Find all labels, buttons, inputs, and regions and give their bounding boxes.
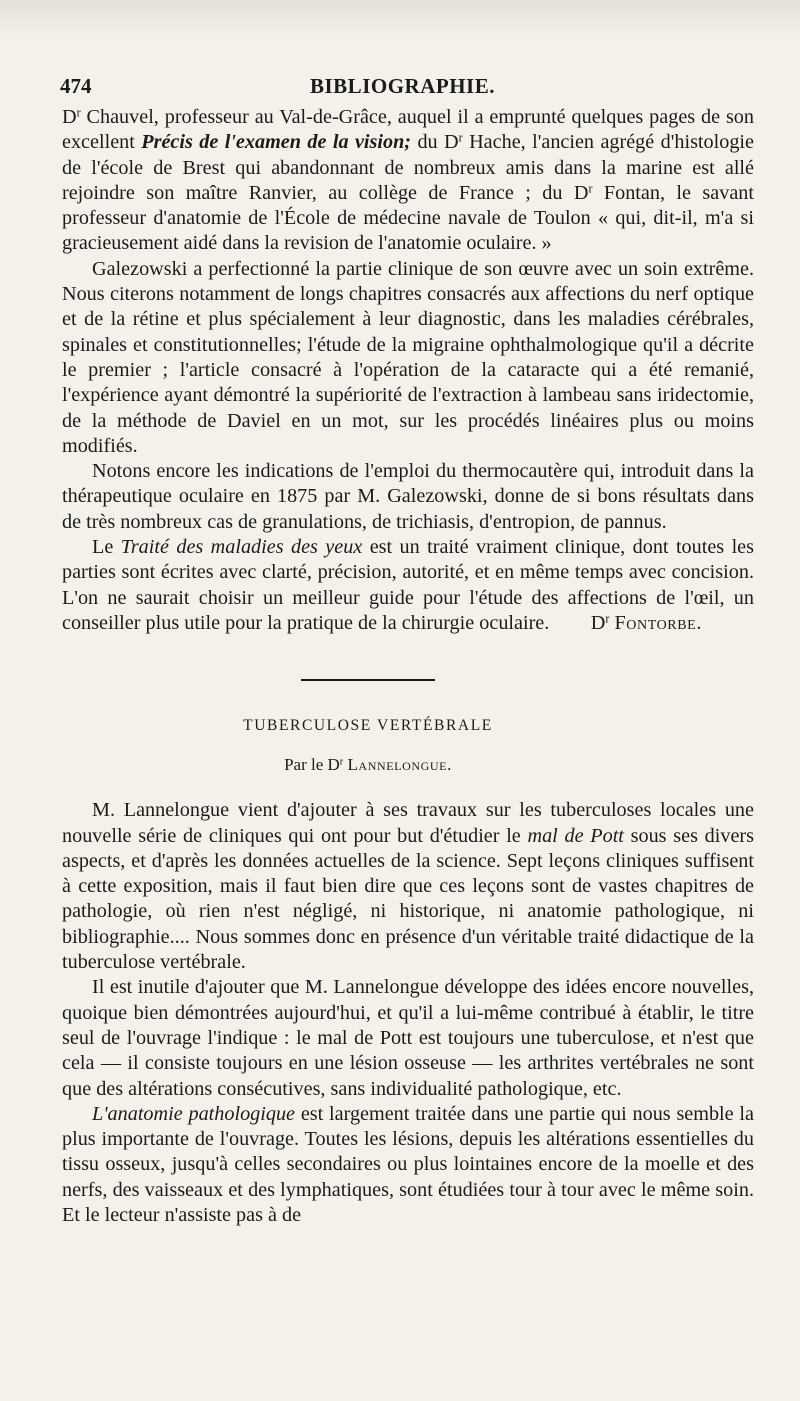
paragraph: M. Lannelongue vient d'ajouter à ses travaux sur les tuberculoses locales une nouvelle série de cliniques qui ont pour but d'étudier le mal de Pott sous ses divers aspects, et d'après les données actuelles de la science. Sept leçons cliniques suffisent à cette exposition, mais il faut bien dire que ces leçons sont de vastes chapitres de pathologie, où rien n'est négligé, ni historique, ni anatomie pathologique, ni bibliographie.... Nous sommes donc en présence d'un véritable traité didactique de la tuberculose vertébrale. [62,799,754,974]
book-title: Précis de l'examen de la vision; [141,131,412,154]
page-number: 474 [60,74,92,98]
italic-term: L'anatomie pathologique [92,1102,296,1125]
paragraph: Notons encore les indications de l'emploi du thermocautère qui, introduit dans la thérapeutique oculaire en 1875 par M. Galezowski, donne de si bons résultats dans de très nombreux cas de granulations, de trichiasis, d'entropion, de pannus. [62,460,754,533]
section-title: TUBERCULOSE VERTÉBRALE [243,717,493,735]
signature: $D^r$ Fontorbe. [590,611,702,634]
paragraph: Il est inutile d'ajouter que M. Lannelongue développe des idées encore nouvelles, quoique bien démontrées aujourd'hui, et qu'il a lui-même contribué à établir, le titre seul de l'ouvrage l'indique : le mal de Pott est toujours une tuberculose, et n'est que cela — il consiste toujours en une lésion osseuse — les arthrites vertébrales ne sont que des altérations consécutives, sans individualité pathologique, etc. [62,976,754,1100]
section-divider [301,679,435,681]
italic-term: mal de Pott [527,824,624,847]
book-title: Traité des maladies des yeux [120,536,363,559]
review-chauvel-galezowski [62,105,754,636]
running-title: BIBLIOGRAPHIE. [310,74,495,98]
paragraph: $D^r$ Chauvel, professeur au Val-de-Grâce, auquel il a emprunté quelques pages de son excellent Précis de l'examen de la vision; du $D^r$ Hache, l'ancien agrégé d'histologie de l'école de Brest qui abandonnant de nombreux amis dans la marine est allé rejoindre son maître Ranvier, au collège de France ; du $D^r$ Fontan, le savant professeur d'anatomie de l'École de médecine navale de Toulon « qui, dit-il, m'a si gracieusement aidé dans la revision de l'anatomie oculaire. » [62,105,754,255]
byline: Par le $D^r$ Lannelongue. [284,755,452,775]
paragraph: Galezowski a perfectionné la partie clinique de son œuvre avec un soin extrême. Nous citerons notamment de longs chapitres consacrés aux affections du nerf optique et de la rétine et plus spécialement à leur diagnostic, dans les maladies cérébrales, spinales et constitutionnelles; l'étude de la migraine ophthalmologique qu'il a décrite le premier ; l'article consacré à l'opération de la cataracte qui a été remanié, l'expérience ayant démontré la supériorité de l'extraction à lambeau sans iridectomie, de la méthode de Daviel en un mot, sur les procédés linéaires plus ou moins modifiés. [62,257,754,457]
paragraph: L'anatomie pathologique est largement traitée dans une partie qui nous semble la plus importante de l'ouvrage. Toutes les lésions, depuis les altérations essentielles du tissu osseux, jusqu'à celles secondaires ou plus lointaines encore de la moelle et des nerfs, des vaisseaux et des lymphatiques, sont étudiées tour à tour avec le même soin. Et le lecteur n'assiste pas à de [62,1102,754,1226]
paragraph: Le Traité des maladies des yeux est un traité vraiment clinique, dont toutes les parties sont écrites avec clarté, précision, autorité, et en même temps avec concision. L'on ne saurait choisir un meilleur guide pour l'étude des affections de l'œil, un conseiller plus utile pour la pratique de la chirurgie oculaire. $D^r$ Fontorbe. [62,535,754,636]
review-tuberculose-vertebrale [62,798,754,1228]
page-header [60,74,754,99]
